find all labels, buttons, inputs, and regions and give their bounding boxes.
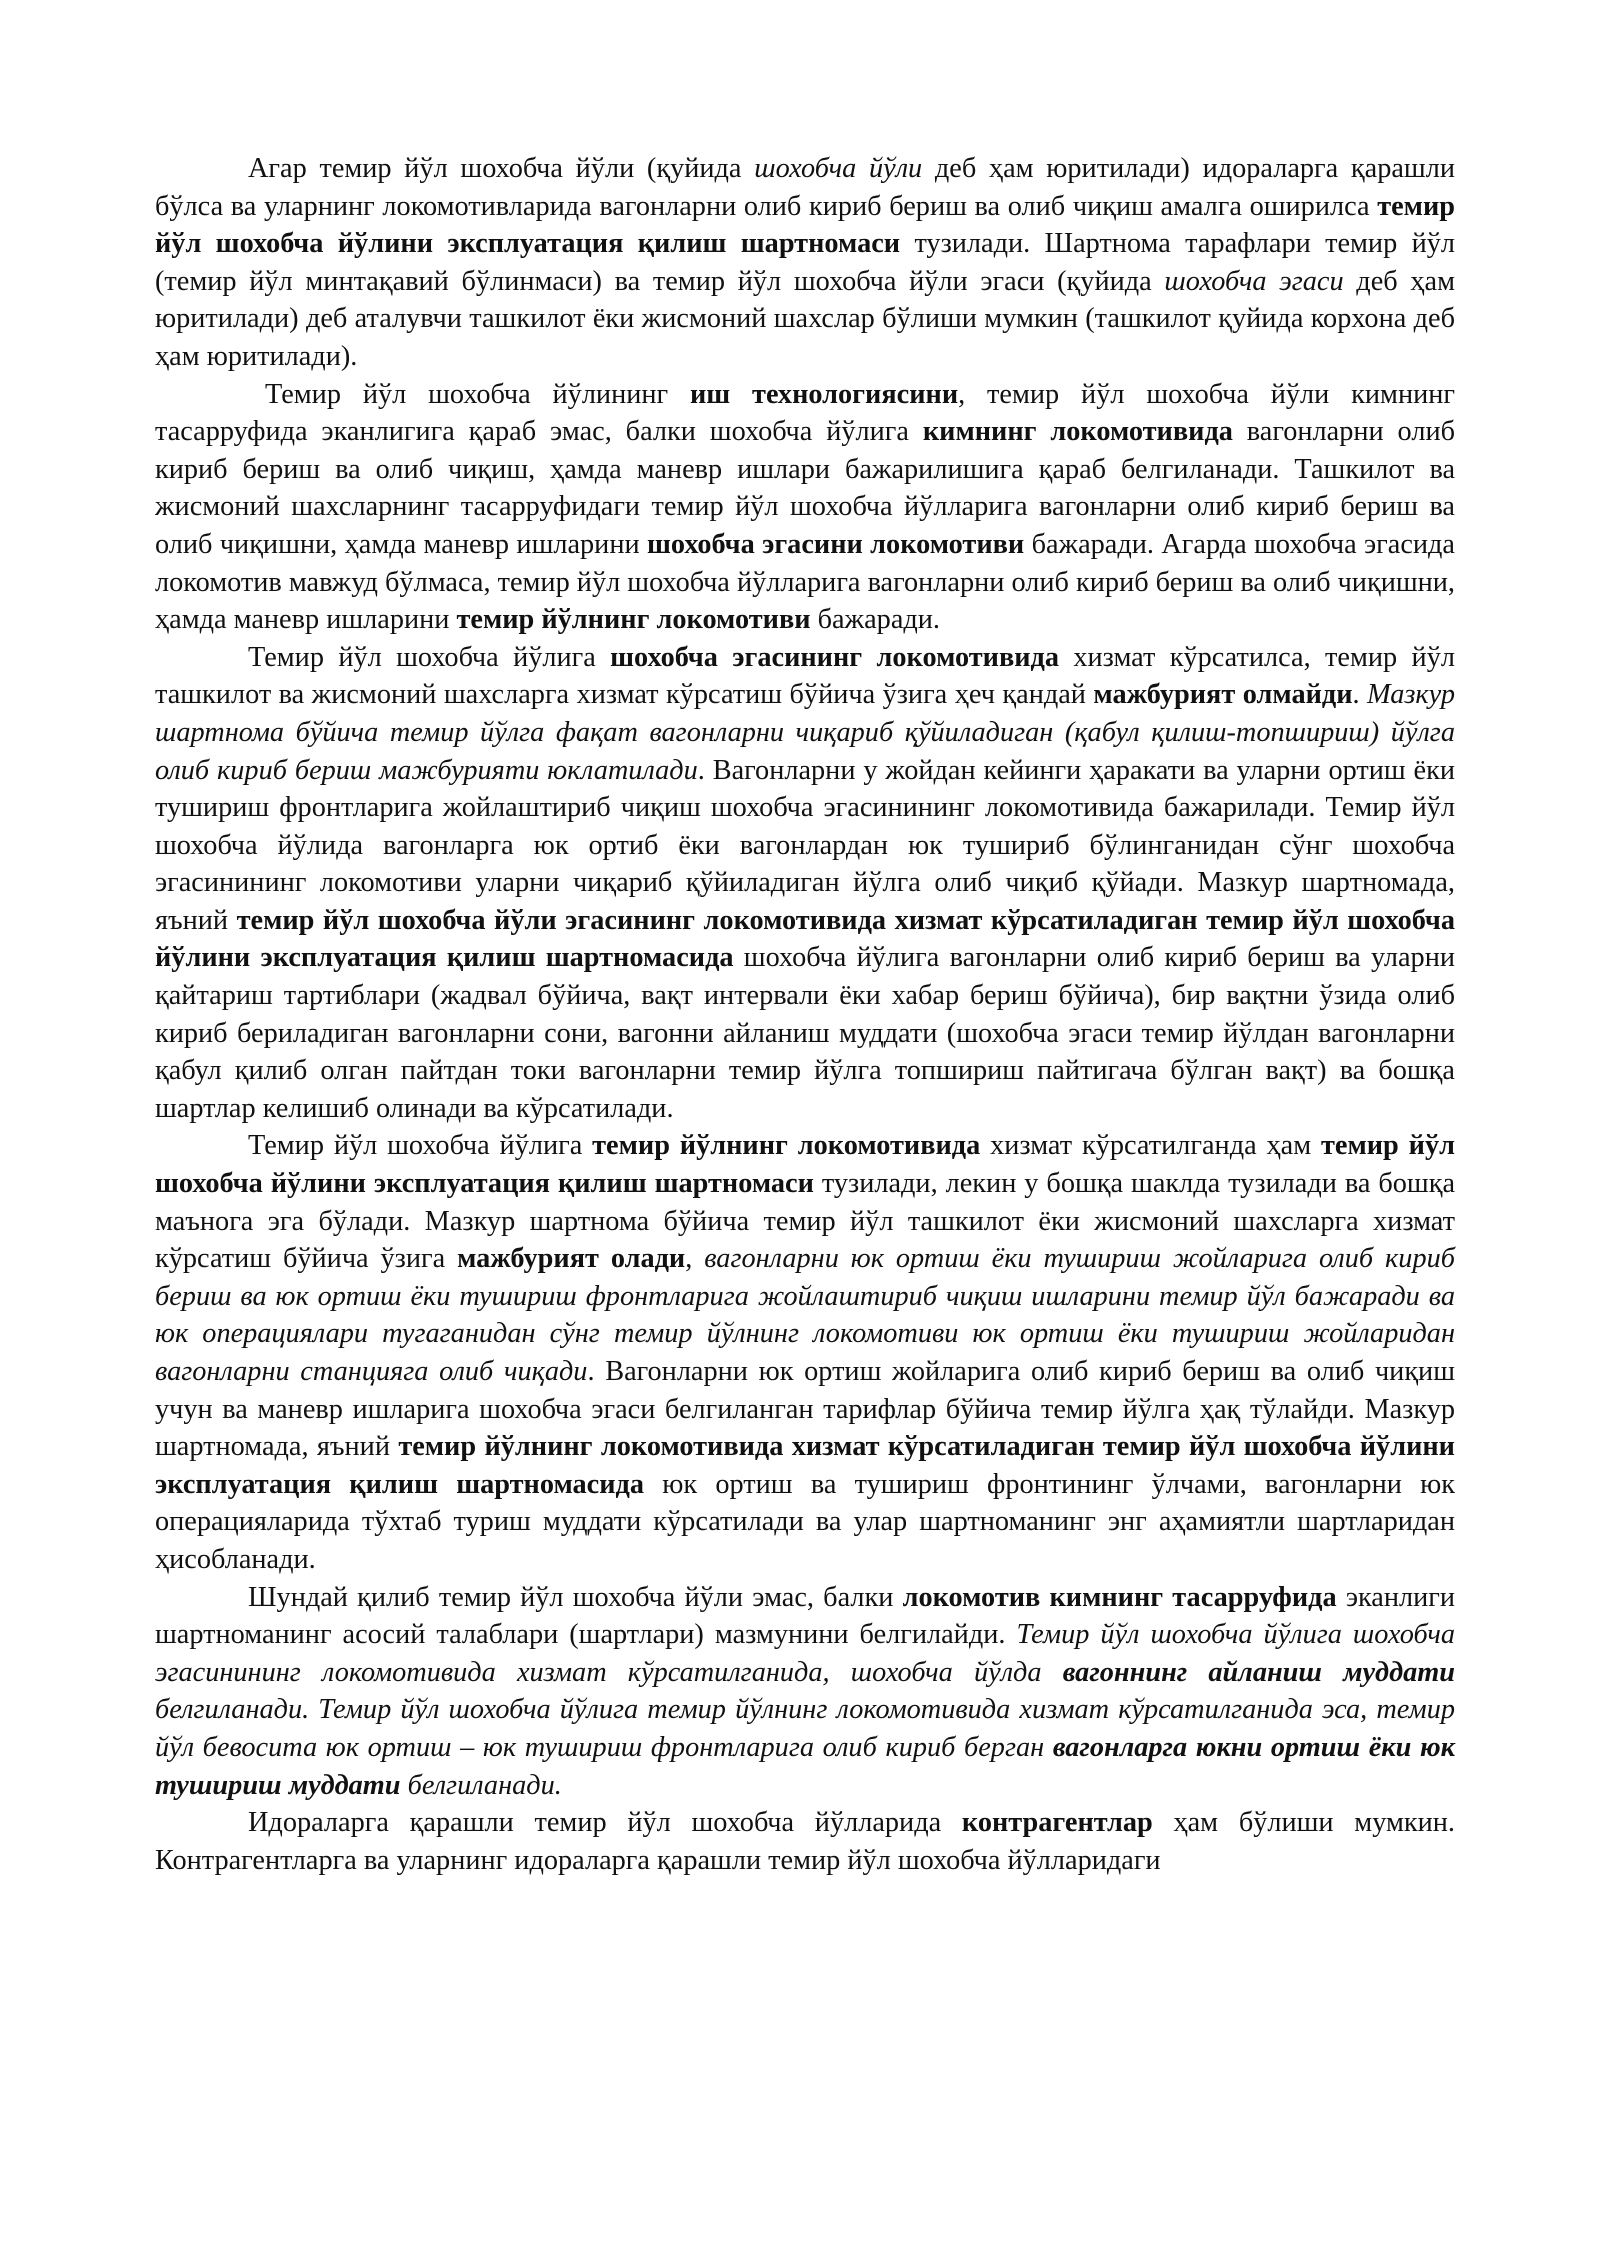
bold-term: контрагентлар xyxy=(961,1807,1153,1839)
text-run: эканлиги шартноманинг асосий талаблари (шартлари) мазмунини белгилайди. xyxy=(155,1581,1455,1651)
text-run: деб ҳам юритилади) идораларга қарашли бўлса ва уларнинг локомотивларида вагонларни олиб кириб бериш ва олиб чиқиш амалга оширилса xyxy=(155,153,1455,222)
bold-italic-term: вагоннинг айланиш муддати xyxy=(1062,1656,1456,1688)
text-run: , темир йўл шохобча йўли кимнинг тасарруфида эканлигига қараб эмас, балки шохобча йўлига xyxy=(155,378,1455,448)
text-run: бажаради. Агарда шохобча эгасида локомотив мавжуд бўлмаса, темир йўл шохобча йўлларига вагонларни олиб кириб бериш ва олиб чиқишни, ҳамда маневр ишларини xyxy=(155,528,1455,636)
italic-term: белгиланади. Темир йўл шохобча йўлига темир йўлнинг локомотивида хизмат кўрсатилганида эса, темир йўл бевосита юк ортиш – юк тушириш фронтларига олиб кириб берган xyxy=(155,1694,1455,1763)
document-page xyxy=(155,150,1455,1879)
bold-term: мажбурият олади xyxy=(457,1243,686,1275)
text-run: тузилади. Шартнома тарафлари темир йўл (темир йўл минтақавий бўлинмаси) ва темир йўл шохобча йўли эгаси (қуйида xyxy=(155,228,1455,297)
bold-term: мажбурият олмайди xyxy=(1093,679,1353,711)
text-run: Агар темир йўл шохобча йўли (қуйида xyxy=(248,153,755,184)
text-run: деб ҳам юритилади) деб аталувчи ташкилот ёки жисмоний шахслар бўлиши мумкин (ташкилот қуйида корхона деб ҳам юритилади). xyxy=(155,265,1455,372)
text-run: Темир йўл шохобча йўлининг xyxy=(265,378,690,410)
bold-term: темир йўл шохобча йўли эгасининг локомотивида хизмат кўрсатиладиган темир йўл шохобча йўлини эксплуатация қилиш шартномасида xyxy=(155,904,1455,974)
bold-term: темир йўл шохобча йўлини эксплуатация қилиш шартномаси xyxy=(155,1130,1455,1200)
bold-term: темир йўлнинг локомотивида xyxy=(592,1130,981,1162)
text-run: тузилади, лекин у бошқа шаклда тузилади ва бошқа маънога эга бўлади. Мазкур шартнома бўйича темир йўл ташкилот ёки жисмоний шахсларга хизмат кўрсатиш бўйича ўзига xyxy=(155,1168,1456,1275)
bold-term: кимнинг локомотивида xyxy=(922,416,1233,448)
text-run: хизмат кўрсатилганда ҳам xyxy=(980,1130,1322,1162)
bold-term: шохобча эгасини локомотиви xyxy=(647,528,1025,560)
bold-italic-term: вагонларга юкни ортиш ёки юк тушириш муддати xyxy=(155,1731,1455,1801)
text-run: Темир йўл шохобча йўлига xyxy=(248,1130,593,1162)
text-run: . xyxy=(1352,679,1368,711)
text-run: шохобча йўлига вагонларни олиб кириб бериш ва уларни қайтариш тартиблари (жадвал бўйича, вақт интервали ёки хабар бериш бўйича), бир вақтни ўзида олиб кириб бериладиган вагонларни сони, вагонни айланиш муддати (шохобча эгаси темир йўлдан вагонларни қабул қилиб олган пайтдан токи вагонларни темир йўлга топшириш пайтигача бўлган вақт) ва бошқа шартлар келишиб олинади ва кўрсатилади. xyxy=(155,942,1455,1124)
text-run: . Вагонларни юк ортиш жойларига олиб кириб бериш ва олиб чиқиш учун ва маневр ишларига шохобча эгаси белгиланган тарифлар бўйича темир йўлга ҳақ тўлайди. Мазкур шартномада, яъний xyxy=(155,1356,1455,1463)
text-run: Шундай қилиб темир йўл шохобча йўли эмас, балки xyxy=(248,1581,903,1613)
text-run: Идораларга қарашли темир йўл шохобча йўлларида xyxy=(248,1807,962,1839)
bold-term: шохобча эгасининг локомотивида xyxy=(610,641,1059,673)
paragraph-2 xyxy=(155,376,1455,639)
text-run: бажаради. xyxy=(810,604,940,636)
bold-term: темир йўл шохобча йўлини эксплуатация қилиш шартномаси xyxy=(155,190,1455,260)
paragraph-3 xyxy=(155,639,1455,1128)
italic-term: вагонларни юк ортиш ёки тушириш жойларига олиб кириб бериш ва юк ортиш ёки тушириш фронтларига жойлаштириб чиқиш ишларини темир йўл бажаради ва юк операциялари тугаганидан сўнг темир йўлнинг локомотиви юк ортиш ёки тушириш жойларидан вагонларни станцияга олиб чиқади xyxy=(155,1243,1455,1387)
italic-term: шохобча эгаси xyxy=(1164,265,1344,297)
text-run: , xyxy=(685,1243,705,1275)
paragraph-1 xyxy=(155,150,1455,376)
italic-term: шохобча йўли xyxy=(754,153,923,184)
text-run: Темир йўл шохобча йўлига xyxy=(248,641,611,673)
paragraph-6 xyxy=(155,1804,1455,1879)
text-run: вагонларни олиб кириб бериш ва олиб чиқиш, ҳамда маневр ишлари бажарилишига қараб белгиланади. Ташкилот ва жисмоний шахсларнинг тасарруфидаги темир йўл шохобча йўлларига вагонларни олиб кириб бериш ва олиб чиқишни, ҳамда маневр ишларини xyxy=(155,416,1455,560)
bold-term: темир йўлнинг локомотивида хизмат кўрсатиладиган темир йўл шохобча йўлини эксплуатация қилиш шартномасида xyxy=(155,1431,1455,1500)
paragraph-4 xyxy=(155,1127,1455,1578)
bold-term: иш технологиясини xyxy=(689,378,959,410)
italic-term: Темир йўл шохобча йўлига шохобча эгасинининг локомотивида хизмат кўрсатилганида, шохобча йўлда xyxy=(155,1619,1455,1688)
text-run: . Вагонларни у жойдан кейинги ҳаракати ва уларни ортиш ёки тушириш фронтларига жойлаштириб чиқиш шохобча эгасинининг локомотивида бажарилади. Темир йўл шохобча йўлида вагонларга юк ортиб ёки вагонлардан юк тушириб бўлинганидан сўнг шохобча эгасинининг локомотиви уларни чиқариб қўйиладиган йўлга олиб чиқиб қўйади. Мазкур шартномада, яъний xyxy=(155,754,1455,936)
bold-term: локомотив кимнинг тасарруфида xyxy=(902,1581,1337,1613)
italic-term: белгиланади. xyxy=(400,1769,562,1801)
text-run: хизмат кўрсатилса, темир йўл ташкилот ва жисмоний шахсларга хизмат кўрсатиш бўйича ўзига ҳеч қандай xyxy=(155,641,1455,711)
text-run: юк ортиш ва тушириш фронтининг ўлчами, вагонларни юк операцияларида тўхтаб туриш муддати кўрсатилади ва улар шартноманинг энг аҳамиятли шартларидан ҳисобланади. xyxy=(155,1468,1455,1575)
text-run: ҳам бўлиши мумкин. Контрагентларга ва уларнинг идораларга қарашли темир йўл шохобча йўлларидаги xyxy=(155,1807,1456,1876)
italic-term: Мазкур шартнома бўйича темир йўлга фақат вагонларни чиқариб қўйиладиган (қабул қилиш-топшириш) йўлга олиб кириб бериш мажбурияти юклатилади xyxy=(155,679,1455,786)
bold-term: темир йўлнинг локомотиви xyxy=(456,604,811,636)
paragraph-5 xyxy=(155,1579,1455,1805)
